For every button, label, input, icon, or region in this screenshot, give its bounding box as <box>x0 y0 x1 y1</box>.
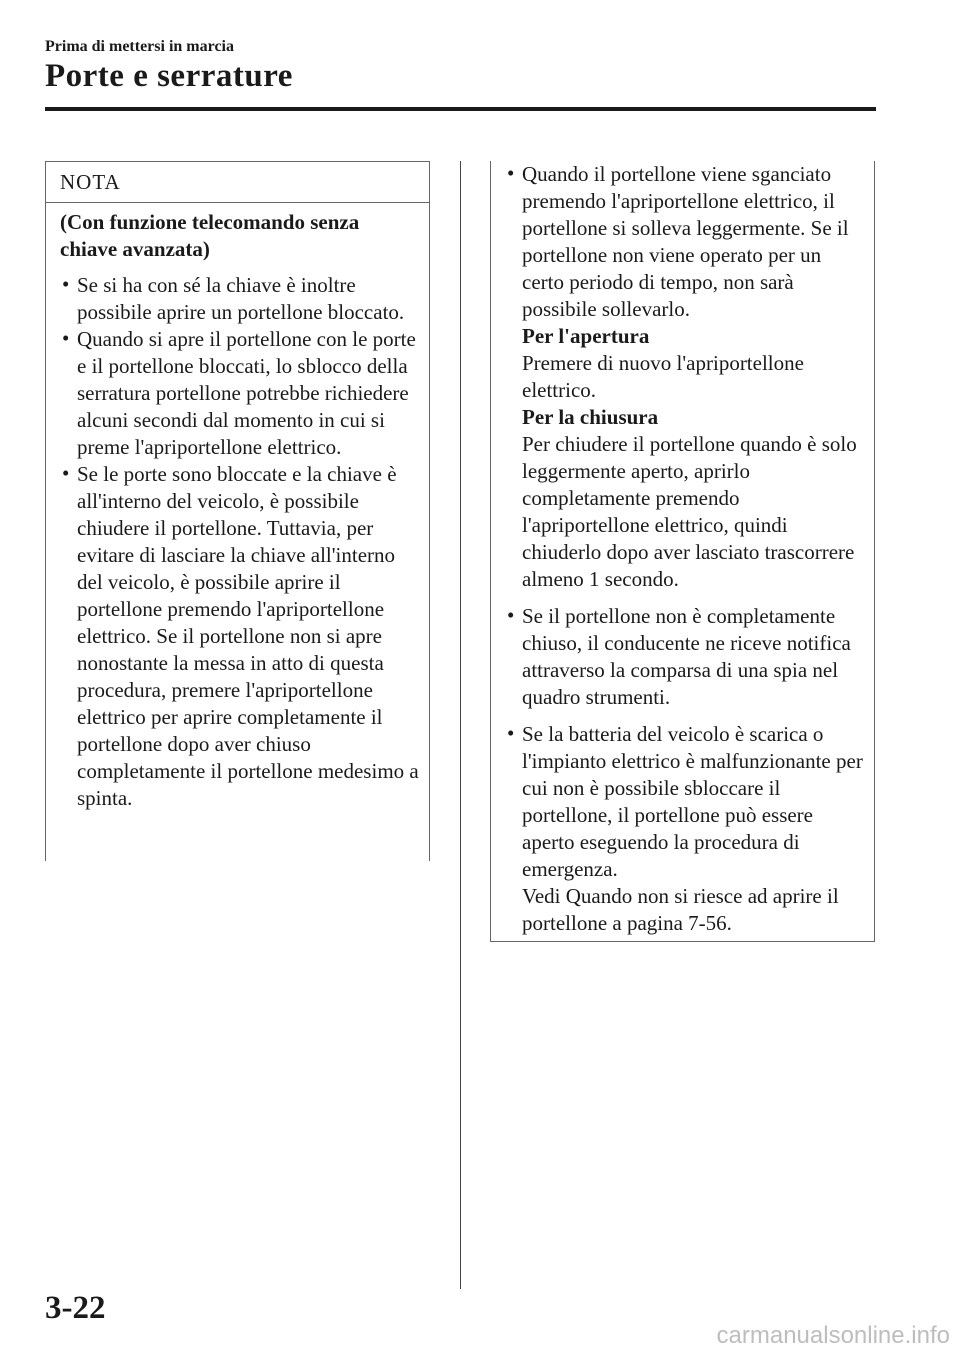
title-rule <box>45 107 876 111</box>
cross-reference: Vedi Quando non si riesce ad aprire il portellone a pagina 7-56. <box>522 884 839 935</box>
bullet-icon: • <box>507 603 515 627</box>
close-text: Per chiudere il portellone quando è solo leggermente aperto, aprirlo completamente premendo l'apriportellone elettrico, quindi chiuderlo dopo aver lasciato trascorrere almeno 1 secondo. <box>522 432 857 591</box>
center-divider <box>460 161 461 1289</box>
list-item-text: Quando si apre il portellone con le porte e il portellone bloccati, lo sblocco della serratura portellone potrebbe richiedere alcuni secondi dal momento in cui si preme l'apriportellone elettrico. <box>77 327 416 459</box>
list-item <box>60 272 419 326</box>
note-heading: NOTA <box>46 162 429 203</box>
list-item-text: Quando il portellone viene sganciato premendo l'apriportellone elettrico, il portellone si solleva leggermente. Se il portellone non viene operato per un certo periodo di tempo, non sarà possibile sollevarlo. <box>522 162 849 321</box>
bullet-icon: • <box>62 326 70 350</box>
page-title: Porte e serrature <box>45 58 293 94</box>
list-item <box>60 326 419 461</box>
note-box <box>45 161 430 861</box>
right-note-box <box>490 161 875 942</box>
list-item-text: Se le porte sono bloccate e la chiave è all'interno del veicolo, è possibile chiudere il portellone. Tuttavia, per evitare di lasciare la chiave all'interno del veicolo, è possibile aprire il portellone premendo l'apriportellone elettrico. Se il portellone non si apre nonostante la messa in atto di questa procedura, premere l'apriportellone elettrico per aprire completamente il portellone dopo aver chiuso completamente il portellone medesimo a spinta. <box>77 462 419 810</box>
bullet-icon: • <box>62 461 70 485</box>
note-list <box>60 272 419 812</box>
list-item <box>60 461 419 812</box>
watermark: carmanualsonline.info <box>716 1322 950 1349</box>
section-label: Prima di mettersi in marcia <box>45 38 234 55</box>
bullet-icon: • <box>62 272 70 296</box>
note-body <box>46 203 429 812</box>
list-item <box>505 161 864 593</box>
list-item-text: Se il portellone non è completamente chiuso, il conducente ne riceve notifica attraverso la comparsa di una spia nel quadro strumenti. <box>522 604 851 709</box>
close-heading: Per la chiusura <box>522 405 659 429</box>
list-item <box>505 603 864 711</box>
page-number: 3-22 <box>45 1290 106 1326</box>
list-item-text: Se la batteria del veicolo è scarica o l'impianto elettrico è malfunzionante per cui non è possibile sbloccare il portellone, il portellone può essere aperto eseguendo la procedura di emergenza. <box>522 722 863 881</box>
bullet-icon: • <box>507 721 515 745</box>
list-item-text: Se si ha con sé la chiave è inoltre possibile aprire un portellone bloccato. <box>77 273 405 324</box>
open-heading: Per l'apertura <box>522 324 650 348</box>
open-text: Premere di nuovo l'apriportellone elettrico. <box>522 351 804 402</box>
right-list <box>505 161 864 937</box>
list-item <box>505 721 864 937</box>
bullet-icon: • <box>507 161 515 185</box>
note-subheading: (Con funzione telecomando senza chiave avanzata) <box>60 210 360 261</box>
